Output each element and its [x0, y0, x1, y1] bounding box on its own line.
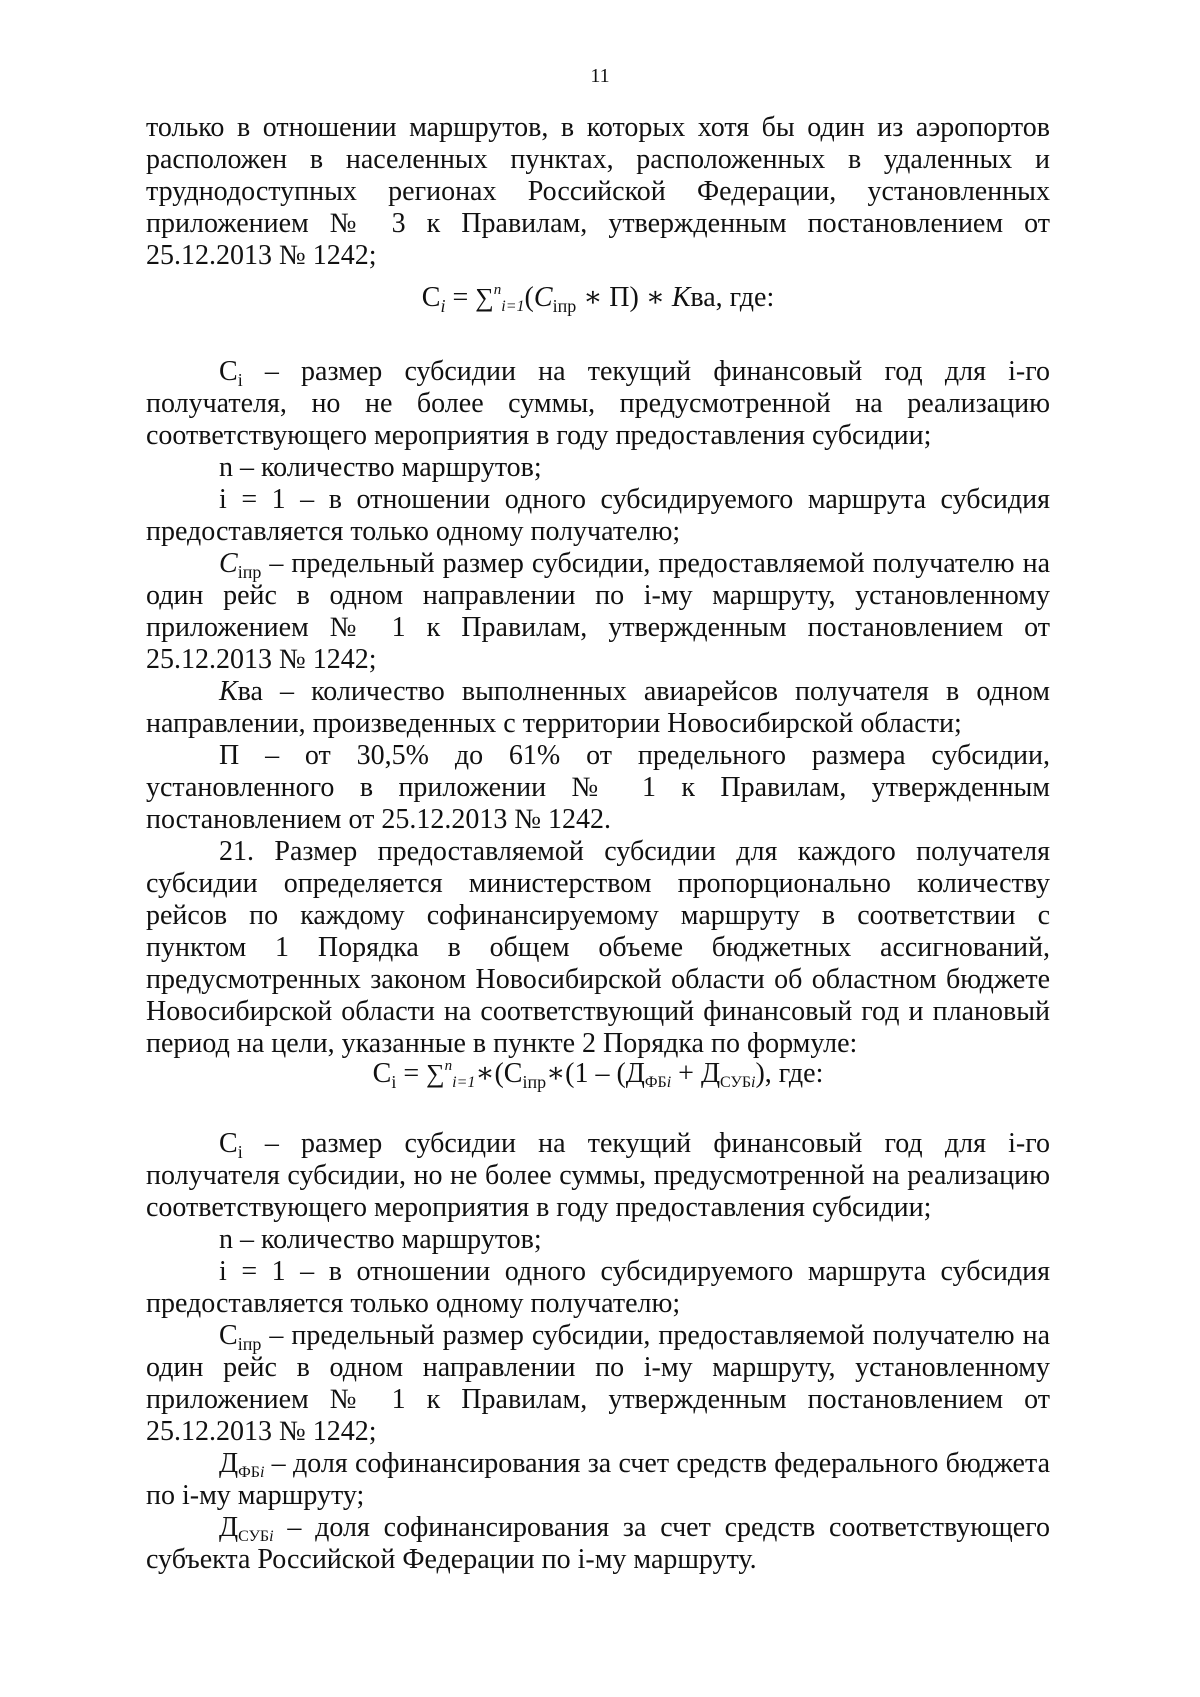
def2-dfb	[146, 1448, 1050, 1512]
def2-dfb-symbol: Д	[219, 1448, 239, 1479]
formula-1-eq: =	[445, 282, 476, 313]
def2-ci-symbol: C	[219, 1128, 238, 1159]
def2-dsub-text: – доля софинансирования за счет средств соответствующего субъекта Российской Федерации по i-му маршруту.	[146, 1512, 1050, 1575]
def1-kva-symbol: К	[219, 676, 238, 707]
formula-2-lhs: C	[372, 1058, 392, 1089]
def2-cipr	[146, 1320, 1050, 1448]
formula-1-lhs-sub: i	[440, 296, 446, 316]
def2-dfb-text: – доля софинансирования за счет средств федерального бюджета по i-му маршруту;	[146, 1448, 1050, 1511]
formula-2-sigma: ∑	[426, 1059, 445, 1088]
formula-1-sigma-bottom: i=1	[501, 298, 525, 315]
intro-block	[146, 112, 1050, 272]
def1-i: i = 1 – в отношении одного субсидируемого маршрута субсидия предоставляется только одному получателю;	[146, 484, 1050, 547]
formula-2-sigma-bottom: i=1	[452, 1074, 476, 1091]
formula-1-open: (	[524, 282, 534, 313]
formula-2-d1-sub-it: i	[666, 1074, 672, 1091]
formula-2-lhs-sub: i	[391, 1072, 397, 1092]
intro-paragraph: только в отношении маршрутов, в которых хотя бы один из аэропортов расположен в населенных пунктах, расположенных в удаленных и труднодоступных регионах Российской Федерации, установленных приложением № 3 к Правилам, утвержденным постановлением от 25.12.2013 № 1242;	[146, 112, 1050, 271]
def1-kva	[146, 676, 1050, 740]
formula-2-d2-sub-it: i	[751, 1074, 756, 1091]
def1-kva-text: ва – количество выполненных авиарейсов получателя в одном направлении, произведенных с территории Новосибирской области;	[146, 676, 1050, 739]
def1-n: n – количество маршрутов;	[219, 452, 542, 483]
formula-2-end: ), где:	[755, 1058, 824, 1089]
formula-2-mid: ∗(1 – (Д	[546, 1058, 645, 1089]
def1-ci-sub: i	[237, 370, 243, 390]
def2-ci-sub: i	[237, 1142, 243, 1162]
def2-dsub-symbol: Д	[219, 1512, 239, 1543]
formula-1-sigma: ∑	[475, 283, 494, 312]
formula-2	[146, 1058, 1050, 1090]
formula-2-c-sub: iпр	[522, 1072, 547, 1092]
formula-1-k: К	[671, 282, 691, 313]
def2-cipr-text: – предельный размер субсидии, предоставляемой получателю на один рейс в одном направлении по i-му маршруту, установленному приложением № 1 к Правилам, утвержденным постановлением от 25.12.2013 № 1242;	[146, 1320, 1050, 1447]
def2-i: i = 1 – в отношении одного субсидируемого маршрута субсидия предоставляется только одному получателю;	[146, 1256, 1050, 1319]
formula-2-plus: + Д	[671, 1058, 721, 1089]
def2-dsub-sub: СУБ	[238, 1528, 270, 1545]
def2-ci-text: – размер субсидии на текущий финансовый год для i-го получателя субсидии, но не более суммы, предусмотренной на реализацию соответствующего мероприятия в году предоставления субсидии;	[146, 1128, 1050, 1223]
def2-dsub-sub-it: i	[269, 1528, 274, 1545]
def1-cipr-symbol: C	[219, 548, 238, 579]
def1-p: П – от 30,5% до 61% от предельного размера субсидии, установленного в приложении № 1 к Правилам, утвержденным постановлением от 25.12.2013 № 1242.	[146, 740, 1050, 835]
formula-1-mult: ∗ П) ∗	[576, 282, 672, 313]
def2-cipr-sub: iпр	[237, 1334, 262, 1354]
formula-1	[146, 282, 1050, 314]
definitions-2	[146, 1128, 1050, 1576]
page-number: 11	[590, 65, 610, 87]
formula-1-c: C	[533, 282, 553, 313]
def2-ci	[146, 1128, 1050, 1224]
clause-21: 21. Размер предоставляемой субсидии для каждого получателя субсидии определяется министерством пропорционально количеству рейсов по каждому софинансируемому маршруту в соответствии с пунктом 1 Порядка в общем объеме бюджетных ассигнований, предусмотренных законом Новосибирской области об областном бюджете Новосибирской области на соответствующий финансовый год и плановый период на цели, указанные в пункте 2 Порядка по формуле:	[146, 836, 1050, 1059]
def1-ci	[146, 356, 1050, 452]
formula-1-c-sub: iпр	[552, 296, 577, 316]
def2-dsub	[146, 1512, 1050, 1576]
def1-ci-text: – размер субсидии на текущий финансовый год для i-го получателя, но не более суммы, предусмотренной на реализацию соответствующего мероприятия в году предоставления субсидии;	[146, 356, 1050, 451]
def2-dfb-sub: ФБ	[238, 1464, 260, 1481]
formula-2-d1-sub: ФБ	[644, 1074, 667, 1091]
formula-2-sigma-top: n	[444, 1058, 453, 1074]
def1-cipr	[146, 548, 1050, 676]
formula-2-star: ∗(C	[475, 1058, 523, 1089]
def2-dfb-sub-it: i	[259, 1464, 265, 1481]
formula-1-k-rest: ва, где:	[690, 282, 775, 313]
def1-cipr-text: – предельный размер субсидии, предоставляемой получателю на один рейс в одном направлении по i-му маршруту, установленному приложением № 1 к Правилам, утвержденным постановлением от 25.12.2013 № 1242;	[146, 548, 1050, 675]
def2-n: n – количество маршрутов;	[219, 1224, 542, 1255]
formula-1-sigma-top: n	[493, 282, 502, 298]
def1-cipr-sub: iпр	[237, 562, 262, 582]
def1-ci-symbol: C	[219, 356, 238, 387]
formula-2-d2-sub: СУБ	[720, 1074, 752, 1091]
definitions-1	[146, 356, 1050, 1060]
formula-1-lhs: C	[421, 282, 441, 313]
formula-2-eq: =	[396, 1058, 427, 1089]
def2-cipr-symbol: C	[219, 1320, 238, 1351]
